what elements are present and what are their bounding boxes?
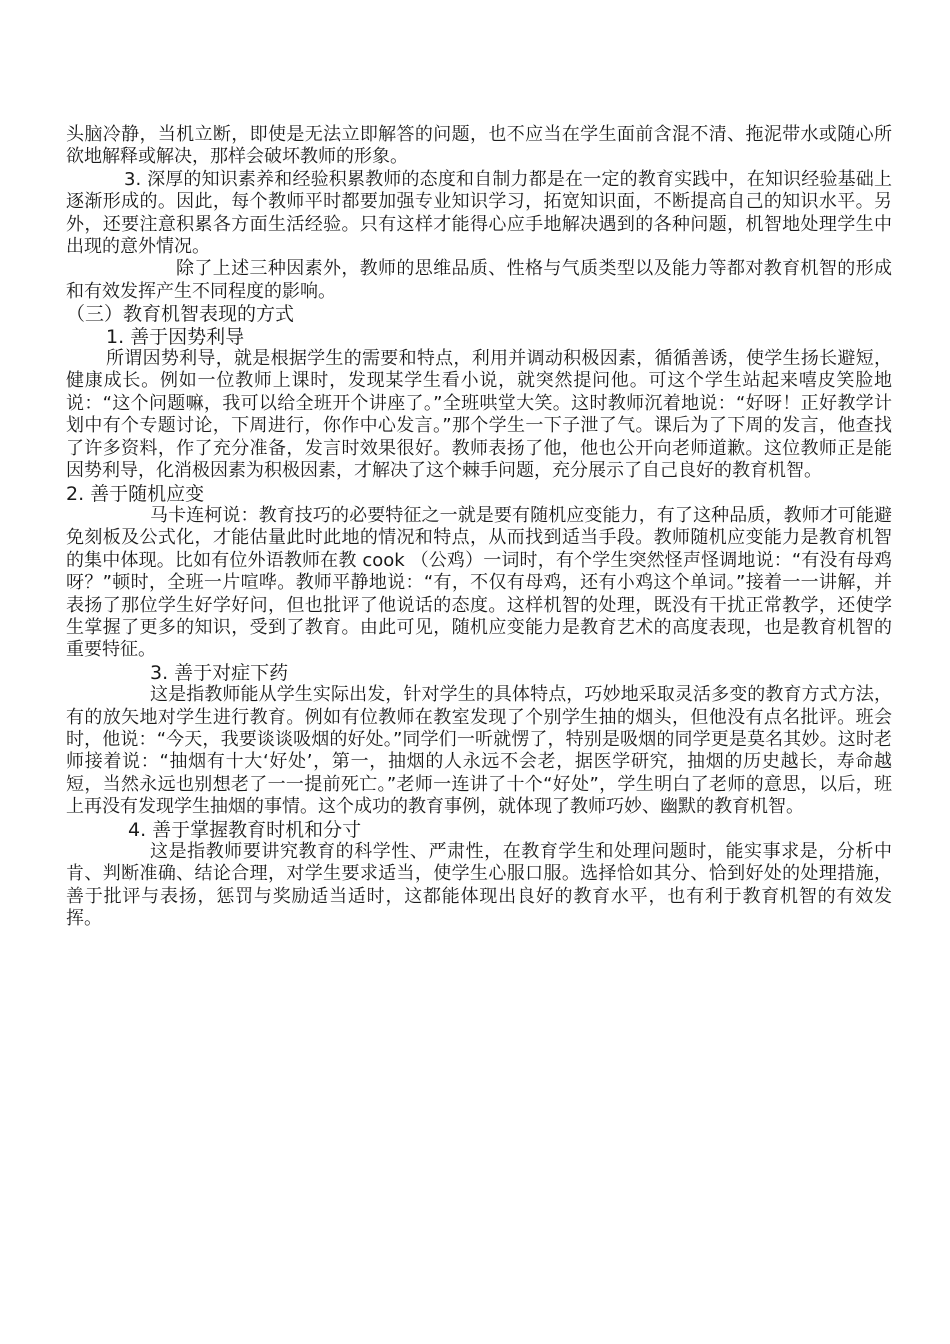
- subheading-timing: 4. 善于掌握教育时机和分寸: [128, 818, 362, 841]
- paragraph-adaptability: 马卡连柯说：教育技巧的必要特征之一就是要有随机应变能力，有了这种品质，教师才可能避免刻板及公式化，才能估量此时此地的情况和特点，从而找到适当手段。教师随机应变能力是教育机智的集中体现。比如有位外语教师在教 cook （公鸡）一词时，有个学生突然怪声怪调地说：“有没有母鸡呀？”顿时，全班一片喧哗。教师平静地说：“有，不仅有母鸡，还有小鸡这个单词。”接着一一讲解，并表扬了那位学生好学好问，但也批评了他说话的态度。这样机智的处理，既没有干扰正常教学，还使学生掌握了更多的知识，受到了教育。由此可见，随机应变能力是教育艺术的高度表现，也是教育机智的重要特征。: [66, 504, 892, 661]
- section-heading-manifestation: （三）教育机智表现的方式: [66, 303, 295, 326]
- paragraph-other-factors: 除了上述三种因素外，教师的思维品质、性格与气质类型以及能力等都对教育机智的形成和有效发挥产生不同程度的影响。: [66, 258, 892, 302]
- paragraph-continuation: 头脑冷静，当机立断，即使是无法立即解答的问题，也不应当在学生面前含混不清、拖泥带水或随心所欲地解释或解决，那样会破坏教师的形象。: [66, 124, 892, 168]
- paragraph-timing: 这是指教师要讲究教育的科学性、严肃性，在教育学生和处理问题时，能实事求是，分析中肯、判断准确、结论合理，对学生要求适当，使学生心服口服。选择恰如其分、恰到好处的处理措施，善于批评与表扬，惩罚与奖励适当适时，这都能体现出良好的教育水平，也有利于教育机智的有效发挥。: [66, 841, 892, 930]
- subheading-adaptability: 2. 善于随机应变: [66, 482, 205, 505]
- paragraph-guidance: 所谓因势利导，就是根据学生的需要和特点，利用并调动积极因素，循循善诱，使学生扬长避短，健康成长。例如一位教师上课时，发现某学生看小说，就突然提问他。可这个学生站起来嘻皮笑脸地说：“这个问题嘛，我可以给全班开个讲座了。”全班哄堂大笑。这时教师沉着地说：“好呀！正好教学计划中有个专题讨论，下周进行，你作中心发言。”那个学生一下子泄了气。课后为了下周的发言，他查找了许多资料，作了充分准备，发言时效果很好。教师表扬了他，他也公开向老师道歉。这位教师正是能因势利导，化消极因素为积极因素，才解决了这个棘手问题，充分展示了自己良好的教育机智。: [66, 348, 892, 482]
- subheading-targeted: 3. 善于对症下药: [150, 661, 289, 684]
- paragraph-targeted: 这是指教师能从学生实际出发，针对学生的具体特点，巧妙地采取灵活多变的教育方式方法，有的放矢地对学生进行教育。例如有位教师在教室发现了个别学生抽的烟头，但他没有点名批评。班会时，他说：“今天，我要谈谈吸烟的好处。”同学们一听就愣了，特别是吸烟的同学更是莫名其妙。这时老师接着说：“抽烟有十大‘好处’，第一，抽烟的人永远不会老，据医学研究，抽烟的历史越长，寿命越短，当然永远也别想老了一一提前死亡。”老师一连讲了十个“好处”，学生明白了老师的意思，以后，班上再没有发现学生抽烟的事情。这个成功的教育事例，就体现了教师巧妙、幽默的教育机智。: [66, 684, 892, 818]
- subheading-guidance: 1. 善于因势利导: [106, 325, 245, 348]
- document-page: [66, 124, 892, 931]
- paragraph-knowledge-factor: 3. 深厚的知识素养和经验积累教师的态度和自制力都是在一定的教育实践中，在知识经验基础上逐渐形成的。因此，每个教师平时都要加强专业知识学习，拓宽知识面，不断提高自己的知识水平。另外，还要注意积累各方面生活经验。只有这样才能得心应手地解决遇到的各种问题，机智地处理学生中出现的意外情况。: [66, 168, 892, 258]
